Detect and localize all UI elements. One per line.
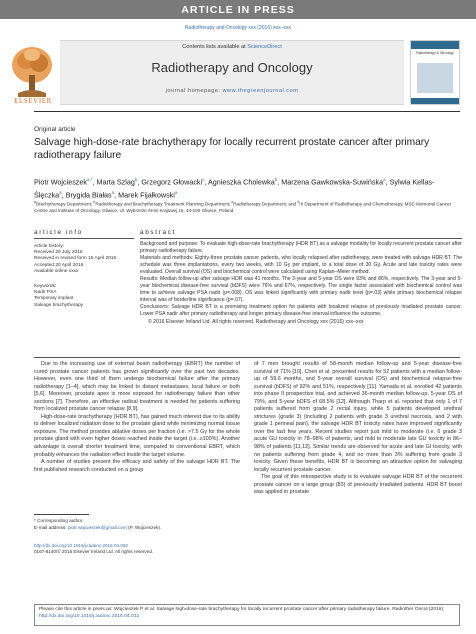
article-title: Salvage high-dose-rate brachytherapy for locally recurrent prostate cancer after primary radiotherapy failure [34,137,430,161]
journal-homepage-link[interactable]: www.thegreenjournal.com [222,88,299,94]
homepage-prefix: journal homepage: [165,88,223,94]
article-in-press-banner: ARTICLE IN PRESS [0,0,476,19]
abstract-copyright: © 2016 Elsevier Ireland Ltd. All rights reserved. Radiotherapy and Oncology xxx (2016) xxx–xxx [148,318,364,325]
author-name[interactable]: Marta Szlag [96,177,135,187]
cover-title: Radiotherapy & Oncology [416,51,454,55]
history-received: Received 20 July 2015 [34,250,83,256]
issn-copyright: 0167-8140/© 2016 Elsevier Ireland Ltd. All rights reserved. [34,549,154,555]
author-separator: , [61,190,66,200]
corresponding-author-footnote [34,518,234,531]
author-separator: , [92,177,97,187]
author-separator: , [114,190,119,200]
author-name[interactable]: Piotr Wojcieszek [34,177,87,187]
body-column-left [34,361,240,474]
corresponding-label: * Corresponding author. [34,518,84,523]
body-paragraph: Due to the increasing use of external beam radiotherapy (EBRT) the number of cured prostate cancer patients has grown significantly over the past two decades. However, even one third of them undergo biochemical failure after the primary radiotherapy [1–4], which may be linked to distant metastases, local failure or both [5,6]. Moreover, prostate apex is more exposed for radiotherapy failure than other sections [7]. Therefore, an effective radical treatment is needed for patients suffering from localized prostate cancer relapse [8,9]. [34,361,240,413]
author-name[interactable]: Grzegorz Głowacki [141,177,203,187]
header-divider [34,111,460,112]
abstract-results: Results: Median follow-up after salvage HDR was 41 months. The 3-year and 5-year OS were 93% and 86%, respectively. The 3-year and 5-year biochemical disease-free survival (bDFS) were 76% and 67%, respectively. The single factor associated with biochemical control was time to achieve salvage PSA nadir (p=.008). OS was linked significantly with primary nadir level (p=.03) while primary biochemical relapse interval was of borderline significance (p=.07). [140,276,462,304]
body-paragraph: of 7 men brought results of 58-month median follow-up and 5-year disease-free survival of 71% [10]. Chen et al. presented results for 52 patients with a median follow-up of 59.6 months, and 5-year overall survival (OS) and biochemical relapse-free survival (bDFS) of 92% and 51%, respectively [11]. Yamada et al. enrolled 42 patients into phase II prospective trial, and achieved 36-month median follow-up, 5-year OS of 79%, and 5-year bDFS of 68.5% [12]. Although Tharp et al. reported that only 1 of 7 patients suffered from grade 2 rectal injury, while 5 patients developed urethral strictures (grade 3) (including 2 patients with grade 3 urethral necrosis, and 2 with grade 1 perineal pain), the salvage HDR BT toxicity rates have improved significantly over the last few years. Recent studies report just mild to moderate (i.e. 6 grade 3 acute GU toxicity in 78–98% of patients, and mild to moderate late GU toxicity in 86–98% of patients [11,12]. Similar trends are observed for acute and late GI toxicity, with no patients suffering from grade 4, and no more than 3% suffering from grade 3 toxicity. Given these benefits, HDR BT is becoming an attractive option for salvaging locally recurrent prostate cancer. [254,361,462,473]
abstract-background: Background and purpose: To evaluate high-dose-rate brachytherapy (HDR BT) as a salvage modality for locally recurrent prostate cancer after primary radiotherapy failure. [140,241,462,255]
cite-text: Please cite this article in press as: Wojcieszek P et al. Salvage high-dose-rate brachytherapy for locally recurrent prostate cancer after primary radiotherapy failure. Radiother Oncol (2016), [39,607,445,612]
affiliation-d: III Department of Radiotherapy and Chemotherapy, MSC Memorial Cancer Centre and Institute of Oncology, Gliwice, Ul. Wybrzeże Armii Krajowej 15, 44-100 Gliwice, Poland [34,201,452,213]
cite-doi-link[interactable]: http://dx.doi.org/10.1016/j.radonc.2016.04.032 [39,613,140,619]
article-info-rule [34,238,134,239]
footnote-rule [34,514,89,515]
body-paragraph: High-dose-rate brachytherapy (HDR BT), has gained much interest due to its ability to deliver localized radiation dose to the prostate gland while minimizing normal tissue exposure. The method provides ablative doses per fraction (i.e. >7.5 Gy for the whole prostate gland with even higher doses reached inside the target (i.e. ≥100%). Another advantage is overall shorter treatment time, compared to conventional EBRT, which probably enhances the radiation effect inside the target volume. [34,413,240,458]
author-affiliation-marker[interactable]: a [383,177,386,182]
history-online: Available online xxxx [34,268,79,274]
body-paragraph: The goal of this retrospective study is to evaluate salvage HDR BT of the recurrent prostate cancer on a large group (83) of previously irradiated patients. HDR BT boost was applied in prostate [254,474,462,496]
abstract-methods: Materials and methods: Eighty-three prostate cancer patients, who locally relapsed after radiotherapy, were treated with salvage HDR BT. The schedule was three implantations, every two weeks, with 10 Gy per implant, to a total dose of 30 Gy. Acute and late toxicity rates were evaluated. Overall survival (OS) and biochemical control were calculated using Kaplan–Meier method. [140,255,462,276]
cover-bottom-band [411,98,459,104]
affil-b-marker: b [93,200,96,204]
email-prefix: E-mail address: [34,524,68,530]
sciencedirect-link[interactable]: ScienceDirect [247,44,282,50]
author-affiliation-marker[interactable]: a [174,190,178,196]
keywords-label: Keywords: [34,284,57,290]
contents-line [60,44,404,50]
author-separator: , [277,177,282,187]
doi-link[interactable]: http://dx.doi.org/10.1016/j.radonc.2016.04.032 [34,543,128,548]
cite-this-article-box [34,604,460,626]
history-accepted: Accepted 20 April 2016 [34,262,84,268]
affil-c-marker: c [231,200,234,204]
contents-prefix: Contents lists available at [182,44,248,50]
keyword[interactable]: Temporary implant [34,296,74,302]
affil-d-marker: d [297,200,300,204]
abstract-conclusions: Conclusions: Salvage HDR BT is a promising treatment option for patients with localized relapse of previously irradiated prostate cancer. Lower PSA nadir after primary radiotherapy and longer primary disease-free interval influence the outcome. [140,304,462,318]
abstract-body [140,241,462,326]
cover-top-band [411,41,459,49]
article-info-heading: article info [34,229,83,236]
author-affiliation-marker[interactable]: a [111,190,115,196]
author-separator: , [385,177,390,187]
article-info-block [34,244,134,309]
journal-homepage-line [60,88,404,94]
author-affiliation-marker[interactable]: b [274,177,278,182]
doi-block [34,543,254,556]
author-name[interactable]: Agnieszka Cholewka [207,177,275,187]
abstract-heading: abstract [140,229,176,236]
affil-a-marker: a [34,200,36,204]
affiliation-a: Brachytherapy Department; [35,201,93,207]
author-email-link[interactable]: piotr.wojcieszek@gmail.com [67,524,127,530]
author-affiliation-marker[interactable]: a [59,190,62,196]
email-suffix: (P. Wojcieszek). [126,524,162,530]
affiliation-c: Radiotherapy Department; and [233,201,297,207]
keyword[interactable]: Nadir PSA [34,290,57,296]
journal-cover-image[interactable] [410,40,460,105]
journal-citation-link[interactable]: Radiotherapy and Oncology xxx (2016) xxx–xxx [185,25,291,31]
keyword[interactable]: Salvage brachytherapy [34,302,84,308]
author-name[interactable]: Brygida Białas [65,190,112,200]
email-line [34,525,234,532]
author-affiliation-marker[interactable]: b [134,177,138,182]
affiliation-b: Radiotherapy and Brachytherapy Treatment Planning Department; [95,201,231,207]
journal-name: Radiotherapy and Oncology [151,60,313,75]
author-name[interactable]: Sylwia Kellas-Ślęczka [34,177,435,200]
author-separator: , [204,177,208,187]
elsevier-wordmark: ELSEVIER [14,97,52,105]
cover-illustration [417,63,453,93]
history-label: Article history: [34,244,65,249]
history-revised: Received in revised form 15 April 2016 [34,256,117,262]
body-column-right [254,361,462,497]
author-affiliation-marker[interactable]: c [202,177,205,182]
article-type: Original article [34,126,76,133]
body-paragraph: A number of studies present the efficacy and safety of the salvage HDR BT. The first published research conducted on a group [34,459,240,473]
author-affiliation-marker[interactable]: a,* [87,177,93,182]
affiliations [34,199,462,214]
author-list [34,174,464,201]
elsevier-tree-logo-icon[interactable] [8,43,56,105]
author-name[interactable]: Marzena Gawkowska-Suwińska [281,177,384,187]
author-separator: , [137,177,142,187]
author-name[interactable]: Marek Fijałkowski [118,190,175,200]
spacer [34,275,134,284]
abstract-rule [140,238,462,239]
abstract-divider [34,357,460,358]
